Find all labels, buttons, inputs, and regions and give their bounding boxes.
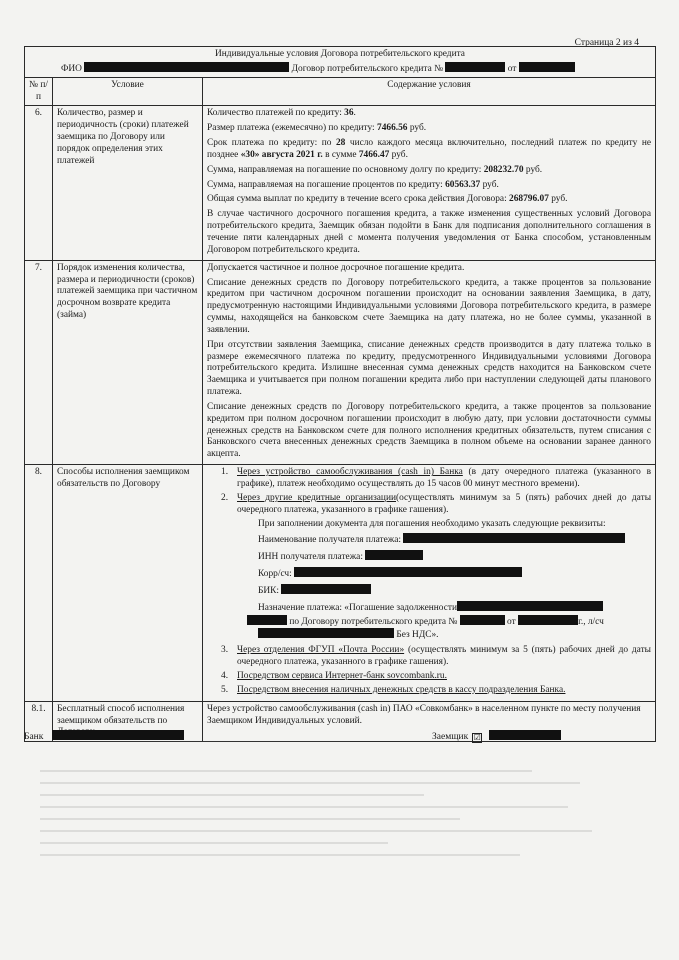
- row-number: 8.1.: [25, 701, 53, 742]
- table-row: [25, 106, 656, 260]
- page-number: Страница 2 из 4: [574, 38, 639, 48]
- korr-account: Корр/сч:: [258, 567, 651, 581]
- row-content: [203, 465, 656, 702]
- payment-term: Срок платежа по кредиту: по 28 число каждого месяца включительно, последний платеж по кредиту не позднее «30» августа 2021 г. в сумме 7466.47 руб.: [207, 138, 651, 160]
- redacted-fio: [84, 62, 289, 72]
- list-item: 4. Посредством сервиса Интернет-банк sovcombank.ru.: [221, 670, 447, 681]
- from-label: от: [507, 63, 517, 74]
- document-title: Индивидуальные условия Договора потребительского кредита: [215, 49, 465, 59]
- requisites: [221, 519, 651, 643]
- row-content: [203, 701, 656, 742]
- method-link: Через отделения ФГУП «Почта России»: [237, 645, 405, 656]
- table-header-row: [25, 77, 656, 106]
- borrower-signature: [432, 730, 561, 743]
- recipient-inn: ИНН получателя платежа:: [258, 550, 651, 564]
- table-row: [25, 260, 656, 465]
- redacted-bank-signature: [52, 730, 184, 740]
- list-item: 1. Через устройство самообслуживания (cash in) Банка (в дату очередного платежа (указанного в графике), платеж необходимо осуществлять до 15 часов 00 минут местного времени).: [221, 467, 652, 489]
- payments-count: Количество платежей по кредиту: 36.: [207, 108, 356, 119]
- requisites-intro: При заполнении документа для погашения необходимо указать следующие реквизиты:: [258, 518, 606, 529]
- borrower-label: Заемщик: [432, 732, 469, 742]
- col-content-header: Содержание условия: [203, 77, 656, 106]
- payment-purpose: Назначение платежа: «Погашение задолженности по Договору потребительского кредита № от г., л/сч Без НДС».: [258, 601, 651, 643]
- recipient-name: Наименование получателя платежа:: [258, 533, 651, 547]
- row-number: 8.: [25, 465, 53, 702]
- conditions-table: [24, 46, 656, 742]
- principal-sum: Сумма, направляемая на погашение по основному долгу по кредиту: 208232.70 руб.: [207, 164, 543, 175]
- checkbox-icon: ☑: [473, 733, 481, 742]
- list-item: 3. Через отделения ФГУП «Почта России» (осуществлять минимум за 5 (пять) рабочих дней до даты очередного платежа, указанного в графике гашения).: [221, 645, 651, 668]
- method-link: Посредством внесения наличных денежных средств в кассу подразделения Банка.: [237, 684, 566, 695]
- row-condition: Количество, размер и периодичность (сроки) платежей заемщика по Договору или порядок определения этих платежей: [53, 106, 203, 260]
- bleed-through-background: [40, 760, 640, 930]
- redacted-borrower-signature: [489, 730, 561, 740]
- row-condition: Порядок изменения количества, размера и периодичности (сроков) платежей заемщика при частичном досрочном возврате кредита (займа): [53, 260, 203, 465]
- row-number: 6.: [25, 106, 53, 260]
- table-row: [25, 465, 656, 702]
- bank-signature-line: [50, 741, 350, 742]
- row-number: 7.: [25, 260, 53, 465]
- interest-sum: Сумма, направляемая на погашение процентов по кредиту: 60563.37 руб.: [207, 179, 499, 190]
- bik: БИК:: [258, 584, 651, 598]
- method-link: Через устройство самообслуживания (cash in) Банка: [237, 467, 463, 478]
- col-condition-header: Условие: [53, 77, 203, 106]
- partial-repayment-note: В случае частичного досрочного погашения кредита, а также изменения существенных условий Договора потребительского кредита, Заемщик обязан подойти в Банк для подписания дополнительного соглашения в течение пяти календарных дней с момента получения уведомления от Банка способом, установленным Договором потребительского кредита.: [207, 209, 651, 255]
- redacted-contract-date: [519, 62, 575, 72]
- list-item: 2. Через другие кредитные организации(осуществлять минимум за 5 (пять) рабочих дней до даты очередного платежа, указанного в графике гашения).: [221, 492, 652, 515]
- total-sum: Общая сумма выплат по кредиту в течение всего срока действия Договора: 268796.07 руб.: [207, 194, 568, 205]
- list-item: 5. Посредством внесения наличных денежных средств в кассу подразделения Банка.: [221, 684, 566, 695]
- fio-label: ФИО: [61, 63, 82, 74]
- paragraph: При отсутствии заявления Заемщика, списание денежных средств производится в дату платежа только в размере ежемесячного платежа по кредиту, предусмотренного Индивидуальными условиями Договора потребительского кредита. Излишне внесенная сумма денежных средств находится на Банковском счете Заемщика и учитывается при полном погашении кредита либо при наступлении следующей даты планового платежа.: [207, 339, 651, 398]
- redacted-contract-number: [445, 62, 505, 72]
- method-link: Посредством сервиса Интернет-банк sovcombank.ru.: [237, 670, 447, 681]
- contract-label: Договор потребительского кредита №: [291, 63, 444, 74]
- col-num-header: № п/п: [25, 77, 53, 106]
- payment-amount: Размер платежа (ежемесячно) по кредиту: 7466.56 руб.: [207, 123, 427, 134]
- row-condition: Бесплатный способ исполнения заемщиком обязательств по: [53, 701, 203, 742]
- paragraph: Списание денежных средств по Договору потребительского кредита, а также процентов за пользование кредитом при полном досрочном погашении происходит в любую дату, при условии достаточности суммы денежных средств на Банковском счете для полного исполнения кредитных обязательств, путем списания с Банковского счета внесенных денежных средств Заемщика в полном объеме на основании заранее данного акцепта.: [207, 401, 651, 460]
- row-condition: Способы исполнения заемщиком обязательств по Договору: [53, 465, 203, 702]
- paragraph: Списание денежных средств по Договору потребительского кредита, а также процентов за пользование кредитом при частичном досрочном погашении происходит на основании заявления Заемщика, в дату, предусмотренную настоящими Индивидуальными условиями Договора потребительского кредита, в размере суммы, находящейся на банковском счете Заемщика на дату платежа, но не более суммы, указанной в заявлении.: [207, 277, 651, 335]
- document: [24, 46, 656, 742]
- bank-label: Банк: [24, 732, 44, 742]
- paragraph: Через устройство самообслуживания (cash in) ПАО «Совкомбанк» в населенном пункте по месту получения Заемщиком Индивидуальных условий.: [207, 703, 641, 726]
- row-content: [203, 260, 656, 465]
- fio-line: [29, 62, 651, 76]
- row-content: [203, 106, 656, 260]
- document-header: [25, 47, 656, 78]
- paragraph: Допускается частичное и полное досрочное погашение кредита.: [207, 262, 465, 273]
- method-link: Через другие кредитные организации: [237, 492, 396, 503]
